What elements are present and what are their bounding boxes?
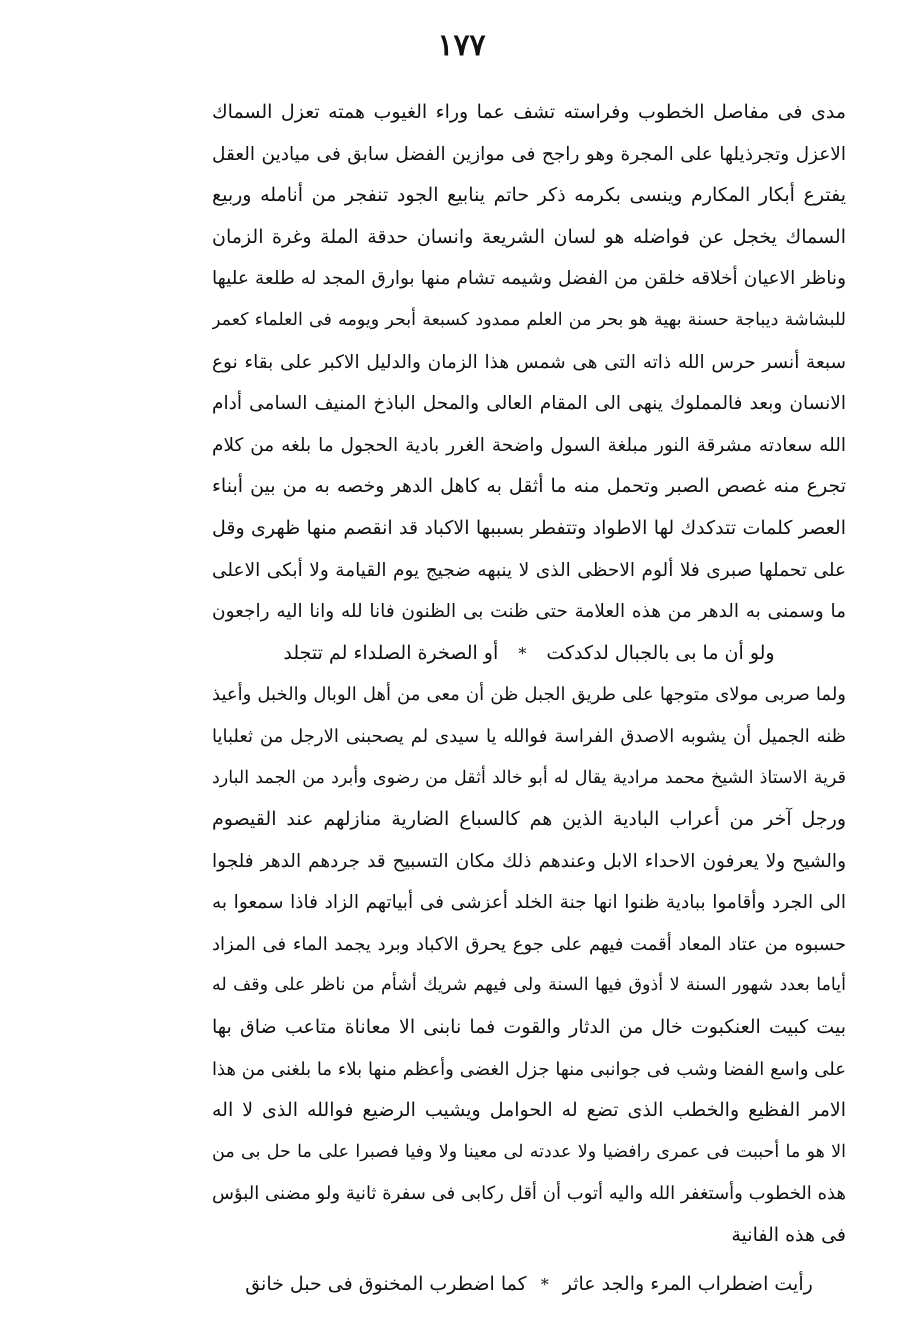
text-line: أياما بعدد شهور السنة لا أذوق فيها السنة ولى فيهم شريك أشأم من ناظر على وقف له <box>212 975 846 996</box>
text-line: فى هذه الفانية <box>731 1224 846 1247</box>
verse-separator: * <box>540 1275 549 1294</box>
verse-hemistich-right: ولو أن ما بى بالجبال لدكدكت <box>546 641 775 664</box>
text-line: ورجل آخر من أعراب البادية الذين هم كالسباع الضارية منازلهم عند القيصوم <box>212 808 846 831</box>
text-line: هذه الخطوب وأستغفر الله واليه أتوب أن أقل ركابى فى سفرة ثانية ولو مضنى البؤس <box>212 1183 846 1205</box>
verse-hemistich-right: رأيت اضطراب المرء والجد عاثر <box>562 1273 813 1295</box>
closing-verse <box>212 1262 846 1307</box>
main-text <box>212 92 846 1257</box>
text-line: بيت كبيت العنكبوت خال من الدثار والقوت فما نابنى الا معاناة متاعب ضاق بها <box>212 1016 846 1039</box>
text-line: الانسان وبعد فالمملوك ينهى الى المقام العالى والمحل الباذخ المنيف السامى أدام <box>212 393 846 415</box>
text-line: الامر الفظيع والخطب الذى تضع له الحوامل ويشيب الرضيع فوالله الذى لا اله <box>212 1099 846 1122</box>
verse-line <box>212 633 846 675</box>
text-line: على تحملها صبرى فلا ألوم الاحظى الذى لا ينبهه ضجيج يوم القيامة ولا أبكى الاعلى <box>212 559 846 581</box>
text-line: يفترع أبكار المكارم وينسى بكرمه ذكر حاتم ينابيع الجود تنفجر من أنامله وربيع <box>212 184 846 207</box>
text-line: الا هو ما أحببت فى عمرى رافضيا ولا عددته لى معينا ولا وفيا فصبرا على ما حل بى من <box>212 1141 846 1162</box>
text-line: الله سعادته مشرقة النور مبلغة السول واضحة الغرر بادية الحجول ما بلغه من كلام <box>212 434 846 456</box>
text-line: حسبوه من عتاد المعاد أقمت فيهم على جوع يحرق الاكباد وبرد يجمد الماء فى المزاد <box>212 933 846 955</box>
verse-hemistich-left: كما اضطرب المخنوق فى حبل خانق <box>245 1273 527 1295</box>
text-line: العصر كلمات تتدكدك لها الاطواد وتتفطر بسببها الاكباد قد انقصم منها ظهرى وقل <box>212 516 846 539</box>
text-line: قرية الاستاذ الشيخ محمد مرادية يقال له أبو خالد أثقل من رضوى وأبرد من الجمد البارد <box>212 767 846 788</box>
text-line: ما وسمنى به الدهر من هذه العلامة حتى ظنت بى الظنون فانا لله وانا اليه راجعون <box>212 601 846 623</box>
text-line: الى الجرد وأقاموا ببادية ظنوا انها جنة الخلد أعزشى فى أبياتهم الزاد فاذا سمعوا به <box>212 892 846 914</box>
text-line: سبعة أنسر حرس الله ذاته التى هى شمس هذا الزمان والدليل الاكبر على بقاء نوع <box>212 351 846 373</box>
text-line: مدى فى مفاصل الخطوب وفراسته تشف عما وراء الغيوب همته تعزل السماك <box>212 101 846 123</box>
text-line: ولما صربى مولاى متوجها على طريق الجبل ظن أن معى من أهل الوبال والخبل وأعيذ <box>212 684 846 706</box>
text-line: وناظر الاعيان أخلاقه خلقن من الفضل وشيمه تشام منها بوارق المجد له طلعة عليها <box>212 268 846 290</box>
text-line: ظنه الجميل أن يشوبه الاصدق الفراسة فوالله يا سيدى لم يصحبنى الارجل من ثعلبايا <box>212 725 846 747</box>
text-line: الاعزل وتجرذيلها على المجرة وهو راجح فى موازين الفضل سابق فى ميادين العقل <box>212 143 846 165</box>
page-number: ١٧٧ <box>437 28 486 63</box>
text-line: والشيح ولا يعرفون الاحداء الابل وعندهم ذلك مكان التسبيح قد جردهم الدهر فلجوا <box>212 850 846 872</box>
verse-hemistich-left: أو الصخرة الصلداء لم تتجلد <box>283 641 499 664</box>
text-line: على واسع الفضا وشب فى جوانبى منها جزل الغضى وأعظم منها بلاء ما بلغنى من هذا <box>212 1058 846 1080</box>
text-line: السماك يخجل عن فواضله هو لسان الشريعة وانسان حدقة الملة وغرة الزمان <box>212 225 846 248</box>
text-line: تجرع منه غصص الصبر وتحمل منه ما أثقل به كاهل الدهر وخصه به من بين أبناء <box>212 475 846 498</box>
verse-separator: * <box>518 643 527 663</box>
text-line: للبشاشة ديباجة حسنة بهية هو بحر من العلم ممدود كسبعة أبحر ويومه فى العلماء كعمر <box>212 309 846 330</box>
